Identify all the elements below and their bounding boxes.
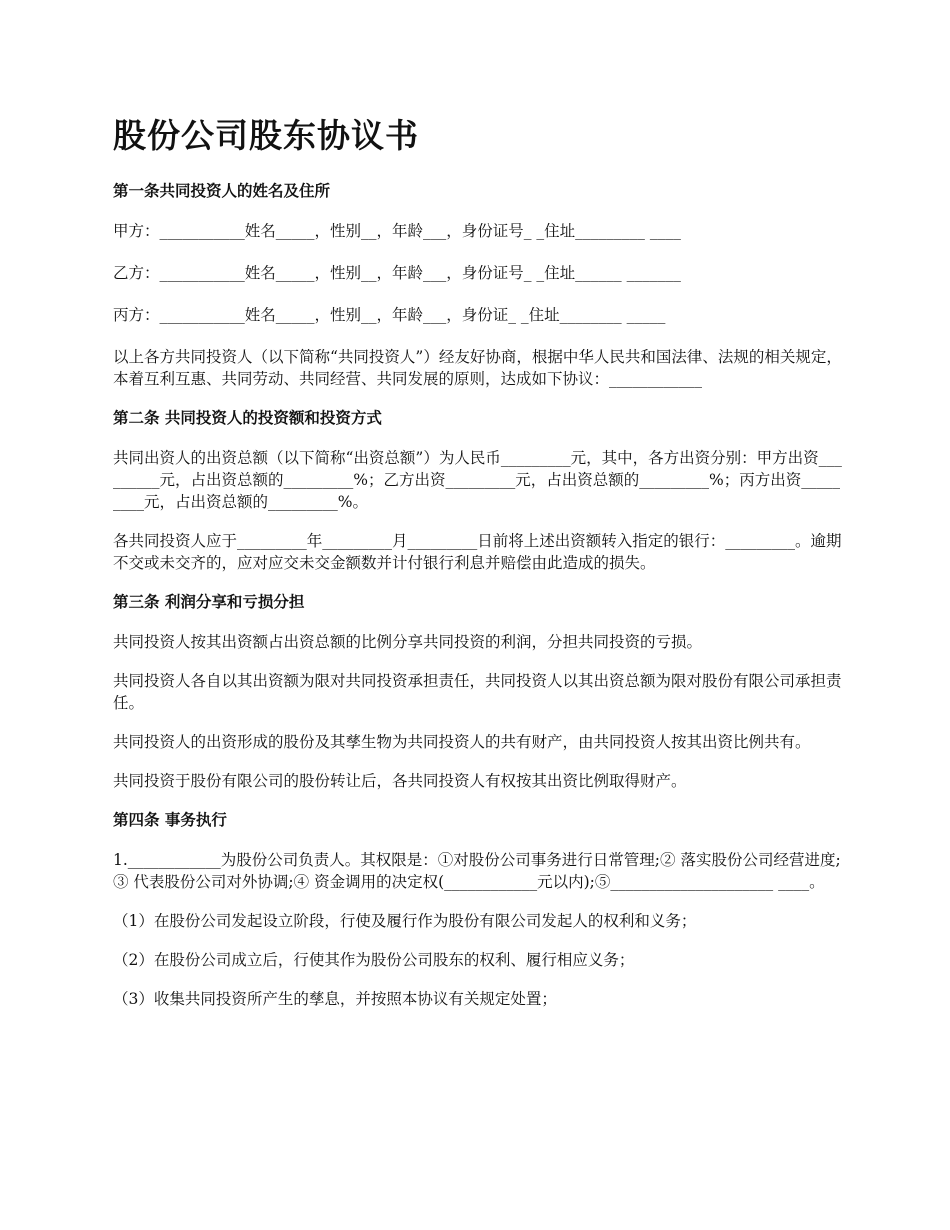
agreement-intro-paragraph: 以上各方共同投资人（以下简称“共同投资人”）经友好协商，根据中华人民共和国法律、法规的相关规定，本着互利互惠、共同劳动、共同经营、共同发展的原则，达成如下协议：____________	[113, 348, 842, 388]
article-2	[113, 407, 843, 574]
party-b-line: 乙方：___________姓名_____，性别__，年龄___，身份证号_ _住址______ _______	[113, 264, 681, 282]
article-2-heading: 第二条 共同投资人的投资额和投资方式	[113, 409, 382, 427]
article-3	[113, 591, 843, 792]
profit-sharing-paragraph: 共同投资人按其出资额占出资总额的比例分享共同投资的利润，分担共同投资的亏损。	[113, 633, 703, 651]
document-title: 股份公司股东协议书	[113, 116, 419, 155]
article-1-heading: 第一条共同投资人的姓名及住所	[113, 182, 331, 200]
article-4-heading: 第四条 事务执行	[113, 811, 227, 829]
list-item: （1）在股份公司发起设立阶段，行使及履行作为股份有限公司发起人的权利和义务；	[113, 912, 697, 930]
common-property-paragraph: 共同投资人的出资形成的股份及其孳生物为共同投资人的共有财产，由共同投资人按其出资比例共有。	[113, 733, 811, 751]
liability-paragraph: 共同投资人各自以其出资额为限对共同投资承担责任，共同投资人以其出资总额为限对股份有限公司承担责任。	[113, 672, 842, 712]
share-transfer-paragraph: 共同投资于股份有限公司的股份转让后，各共同投资人有权按其出资比例取得财产。	[113, 772, 687, 790]
article-1	[113, 180, 843, 390]
article-3-heading: 第三条 利润分享和亏损分担	[113, 593, 305, 611]
article-4	[113, 809, 843, 1010]
investment-amount-paragraph: 共同出资人的出资总额（以下简称“出资总额”）为人民币_________元，其中，各方出资分别：甲方出资_________元，占出资总额的_________%；乙方出资_________元，占出资总额的_________%；丙方出资_________元，占出资总额的_________%。	[113, 449, 842, 511]
list-item: （2）在股份公司成立后，行使其作为股份公司股东的权利、履行相应义务；	[113, 951, 635, 969]
party-c-line: 丙方：___________姓名_____，性别__，年龄___，身份证_ _住址________ _____	[113, 306, 666, 324]
document-page	[113, 112, 843, 1027]
party-a-line: 甲方：___________姓名_____，性别__，年龄___，身份证号_ _住址_________ ____	[113, 222, 681, 240]
payment-deadline-paragraph: 各共同投资人应于_________年_________月_________日前将上述出资额转入指定的银行：_________。逾期不交或未交齐的，应对应交未交金额数并计付银行利息并赔偿由此造成的损失。	[113, 532, 842, 572]
responsible-person-paragraph: 1.____________为股份公司负责人。其权限是：①对股份公司事务进行日常管理;② 落实股份公司经营进度;③ 代表股份公司对外协调;④ 资金调用的决定权(____________元以内);⑤_____________________ ____。	[113, 851, 841, 891]
list-item: （3）收集共同投资所产生的孳息，并按照本协议有关规定处置；	[113, 990, 557, 1008]
